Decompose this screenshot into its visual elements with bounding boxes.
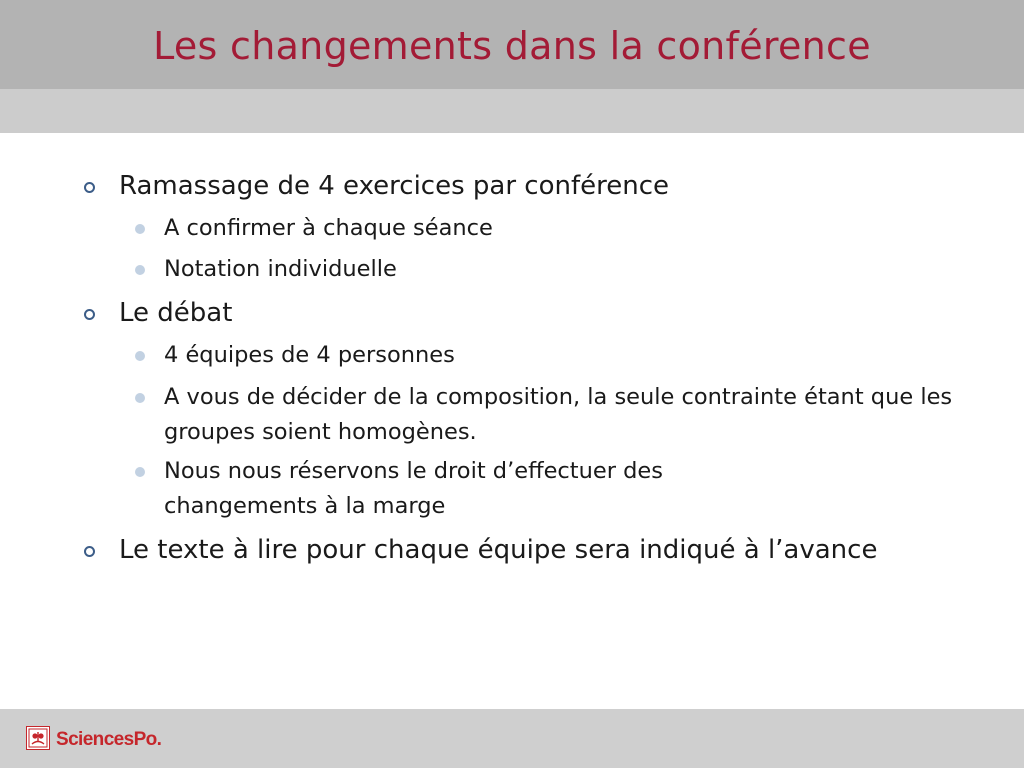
sciencespo-logo: SciencesPo. (56, 729, 162, 750)
bullet-l1: Le texte à lire pour chaque équipe sera indiqué à l’avance (119, 535, 878, 565)
sciencespo-emblem-icon (26, 726, 50, 750)
dot-bullet-icon (135, 467, 145, 477)
dot-bullet-icon (135, 351, 145, 361)
bullet-l1: Le débat (119, 298, 233, 328)
ring-bullet-icon (84, 309, 95, 320)
title-underband (0, 89, 1024, 133)
bullet-l2: 4 équipes de 4 personnes (164, 342, 455, 368)
dot-bullet-icon (135, 224, 145, 234)
dot-bullet-icon (135, 393, 145, 403)
dot-bullet-icon (135, 265, 145, 275)
bullet-l2: Notation individuelle (164, 256, 397, 282)
ring-bullet-icon (84, 546, 95, 557)
bullet-l2: Nous nous réservons le droit d’effectuer des changements à la marge (164, 458, 663, 519)
bullet-l2: A confirmer à chaque séance (164, 215, 493, 241)
slide-title: Les changements dans la conférence (153, 24, 871, 68)
bullet-l1: Ramassage de 4 exercices par conférence (119, 171, 670, 201)
bullet-l2: A vous de décider de la composition, la seule contrainte étant que les groupes soient homogènes. (164, 384, 953, 445)
ring-bullet-icon (84, 182, 95, 193)
